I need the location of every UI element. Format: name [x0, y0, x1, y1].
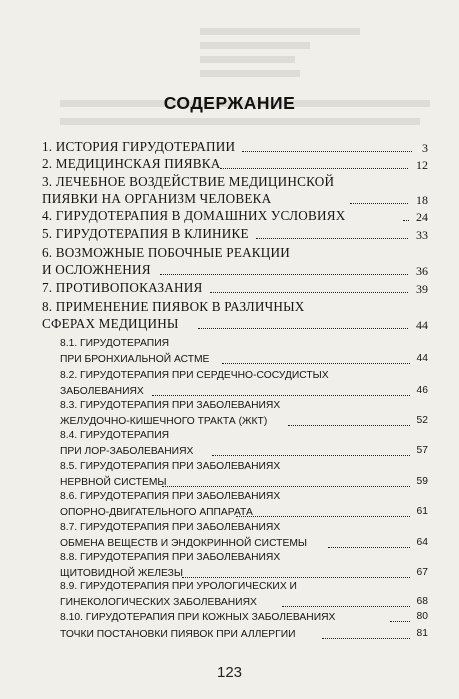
toc-subentry-allergy[interactable]	[0, 627, 459, 643]
toc-subentry-label: 8.2. ГИРУДОТЕРАПИЯ ПРИ СЕРДЕЧНО-СОСУДИСТЫХ ЗАБОЛЕВАНИЯХ	[60, 370, 329, 397]
toc-page-number: 44	[416, 318, 428, 332]
toc-page-number: 80	[416, 611, 428, 622]
toc-subentry-label: 8.4. ГИРУДОТЕРАПИЯ ПРИ ЛОР-ЗАБОЛЕВАНИЯХ	[60, 430, 194, 457]
dot-leader	[210, 292, 408, 293]
toc-entry-label: 3. ЛЕЧЕБНОЕ ВОЗДЕЙСТВИЕ МЕДИЦИНСКОЙ ПИЯВКИ НА ОРГАНИЗМ ЧЕЛОВЕКА	[42, 174, 335, 206]
toc-entry-1[interactable]	[0, 139, 459, 156]
toc-page-number: 67	[416, 567, 428, 578]
dot-leader	[152, 395, 410, 396]
show-through-texture	[60, 0, 440, 140]
toc-subentry-8-6[interactable]	[0, 489, 459, 521]
toc-page-number: 81	[416, 628, 428, 639]
toc-subentry-label: 8.7. ГИРУДОТЕРАПИЯ ПРИ ЗАБОЛЕВАНИЯХ ОБМЕНА ВЕЩЕСТВ И ЭНДОКРИННОЙ СИСТЕМЫ	[60, 522, 308, 549]
toc-entry-5[interactable]	[0, 226, 459, 243]
toc-entry-label: 4. ГИРУДОТЕРАПИЯ В ДОМАШНИХ УСЛОВИЯХ	[42, 208, 346, 223]
toc-page-number: 52	[416, 415, 428, 426]
toc-page-number: 57	[416, 445, 428, 456]
toc-page-number: 3	[422, 141, 428, 155]
toc-page-number: 59	[416, 476, 428, 487]
toc-subentry-label: 8.1. ГИРУДОТЕРАПИЯ ПРИ БРОНХИАЛЬНОЙ АСТМЕ	[60, 338, 210, 365]
dot-leader	[236, 516, 410, 517]
toc-subentry-8-10[interactable]	[0, 610, 459, 626]
dot-leader	[162, 486, 410, 487]
toc-entry-6[interactable]	[0, 245, 459, 278]
toc-page-number: 64	[416, 537, 428, 548]
toc-subentry-8-4[interactable]	[0, 428, 459, 460]
toc-subentry-8-8[interactable]	[0, 550, 459, 582]
toc-subentry-label: 8.9. ГИРУДОТЕРАПИЯ ПРИ УРОЛОГИЧЕСКИХ И ГИНЕКОЛОГИЧЕСКИХ ЗАБОЛЕВАНИЯХ	[60, 581, 297, 608]
dot-leader	[160, 274, 408, 275]
toc-page-number: 44	[416, 353, 428, 364]
toc-page-number: 24	[416, 210, 428, 224]
toc-subentry-8-5[interactable]	[0, 459, 459, 491]
toc-entry-label: 5. ГИРУДОТЕРАПИЯ В КЛИНИКЕ	[42, 226, 249, 241]
toc-entry-label: 6. ВОЗМОЖНЫЕ ПОБОЧНЫЕ РЕАКЦИИ И ОСЛОЖНЕНИЯ	[42, 245, 290, 277]
toc-entry-8[interactable]	[0, 299, 459, 332]
toc-page-number: 33	[416, 228, 428, 242]
toc-entry-label: 1. ИСТОРИЯ ГИРУДОТЕРАПИИ	[42, 139, 236, 154]
toc-entry-3[interactable]	[0, 174, 459, 207]
toc-subentry-label: 8.5. ГИРУДОТЕРАПИЯ ПРИ ЗАБОЛЕВАНИЯХ НЕРВНОЙ СИСТЕМЫ	[60, 461, 281, 488]
toc-page-number: 46	[416, 385, 428, 396]
dot-leader	[256, 238, 408, 239]
toc-page-number: 36	[416, 264, 428, 278]
toc-entry-label: 8. ПРИМЕНЕНИЕ ПИЯВОК В РАЗЛИЧНЫХ СФЕРАХ МЕДИЦИНЫ	[42, 299, 305, 331]
toc-page-number: 12	[416, 158, 428, 172]
dot-leader	[222, 363, 410, 364]
dot-leader	[220, 168, 408, 169]
dot-leader	[242, 151, 412, 152]
toc-subentry-8-1[interactable]	[0, 336, 459, 368]
toc-subentry-8-7[interactable]	[0, 520, 459, 552]
toc-subentry-8-3[interactable]	[0, 398, 459, 430]
dot-leader	[212, 455, 410, 456]
toc-subentry-label: 8.6. ГИРУДОТЕРАПИЯ ПРИ ЗАБОЛЕВАНИЯХ ОПОРНО-ДВИГАТЕЛЬНОГО АППАРАТА	[60, 491, 281, 518]
toc-page-number: 39	[416, 282, 428, 296]
toc-subentry-8-9[interactable]	[0, 579, 459, 611]
dot-leader	[182, 577, 410, 578]
toc-entry-4[interactable]	[0, 208, 459, 225]
toc-page-number: 18	[416, 193, 428, 207]
toc-entry-2[interactable]	[0, 156, 459, 173]
toc-entry-label: 7. ПРОТИВОПОКАЗАНИЯ	[42, 280, 203, 295]
page-number: 123	[216, 664, 243, 681]
page-title: СОДЕРЖАНИЕ	[163, 93, 296, 113]
dot-leader	[198, 328, 408, 329]
toc-subentry-label: 8.8. ГИРУДОТЕРАПИЯ ПРИ ЗАБОЛЕВАНИЯХ ЩИТОВИДНОЙ ЖЕЛЕЗЫ	[60, 552, 281, 579]
toc-entry-label: 2. МЕДИЦИНСКАЯ ПИЯВКА	[42, 156, 221, 171]
toc-page-number: 68	[416, 596, 428, 607]
toc-subentry-label: ТОЧКИ ПОСТАНОВКИ ПИЯВОК ПРИ АЛЛЕРГИИ	[60, 629, 296, 640]
toc-entry-7[interactable]	[0, 280, 459, 297]
toc-subentry-8-2[interactable]	[0, 368, 459, 400]
toc-subentry-label: 8.10. ГИРУДОТЕРАПИЯ ПРИ КОЖНЫХ ЗАБОЛЕВАНИЯХ	[60, 612, 336, 623]
toc-page-number: 61	[416, 506, 428, 517]
toc-subentry-label: 8.3. ГИРУДОТЕРАПИЯ ПРИ ЗАБОЛЕВАНИЯХ ЖЕЛУДОЧНО-КИШЕЧНОГО ТРАКТА (ЖКТ)	[60, 400, 281, 427]
